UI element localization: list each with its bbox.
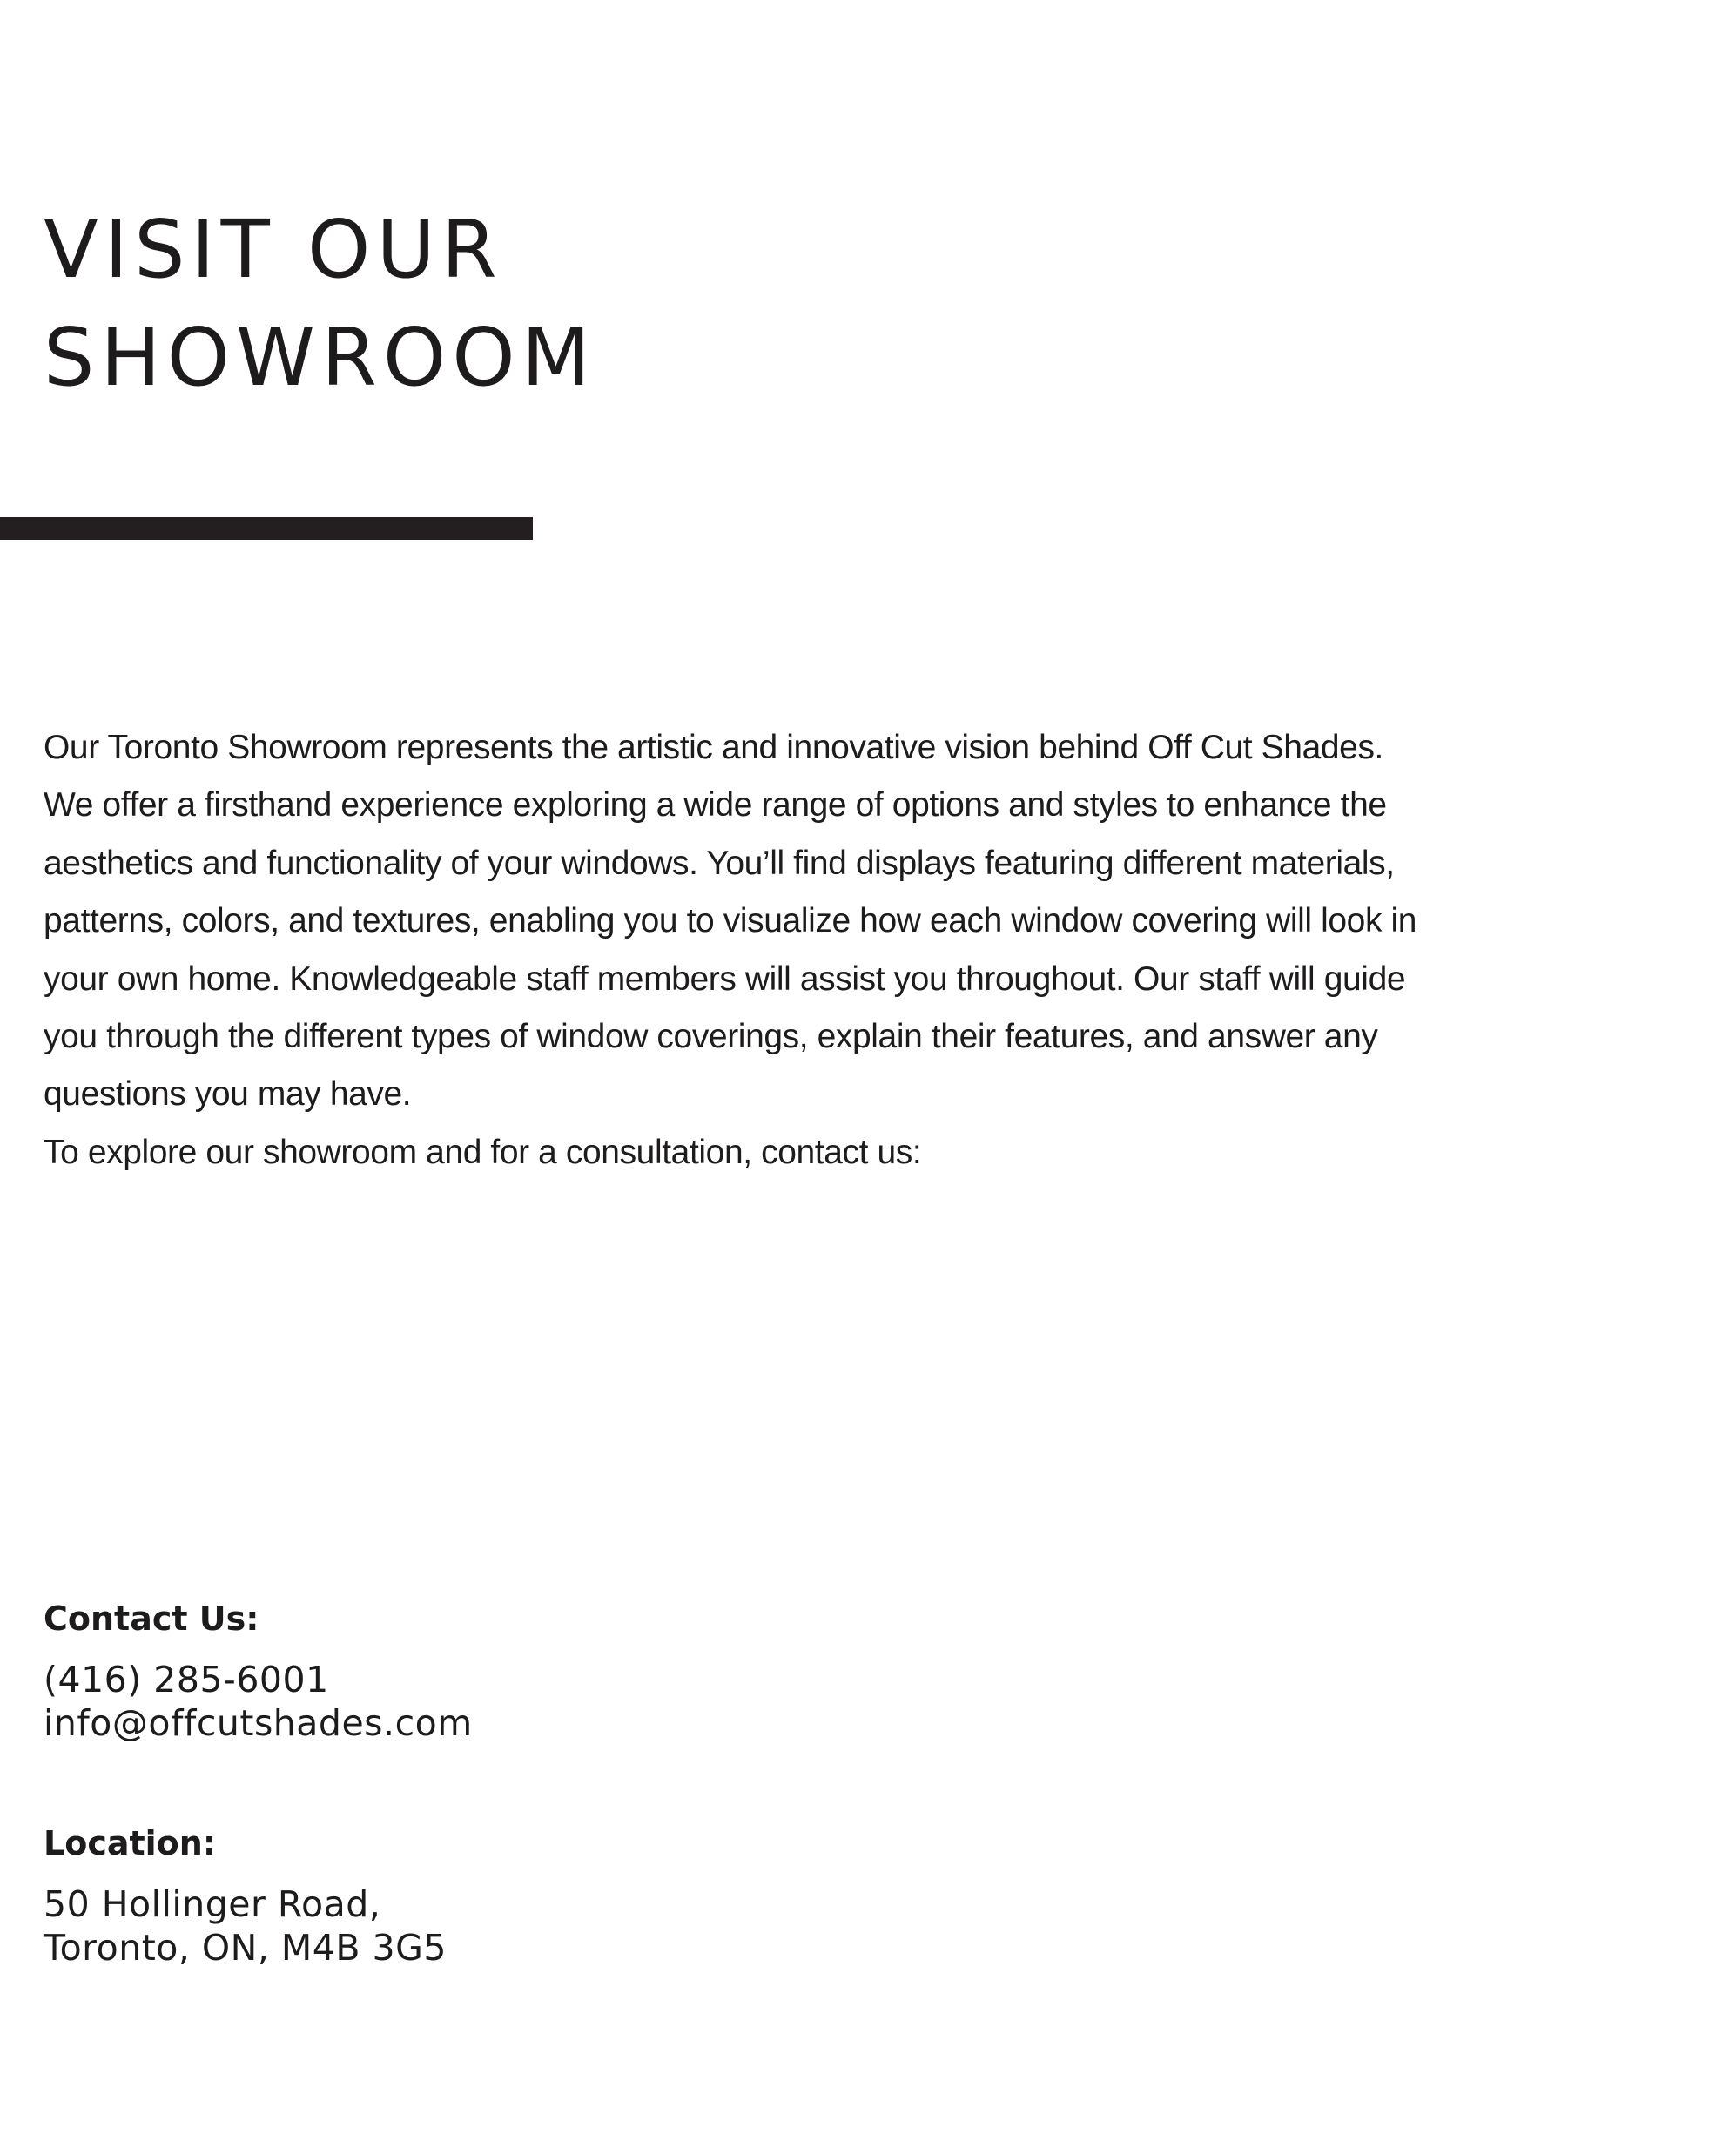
page-title-line-2: SHOWROOM <box>44 311 597 404</box>
intro-paragraph <box>44 719 1663 1182</box>
email-link[interactable]: info@offcutshades.com <box>44 1702 473 1744</box>
page-title <box>44 196 596 412</box>
contact-section <box>44 1593 473 1745</box>
address-line-2: Toronto, ON, M4B 3G5 <box>44 1927 447 1969</box>
intro-cta: To explore our showroom and for a consultation, contact us: <box>44 1133 922 1171</box>
address-line-1: 50 Hollinger Road, <box>44 1883 381 1925</box>
location-section <box>44 1818 447 1970</box>
intro-line: aesthetics and functionality of your windows. You’ll find displays featuring different materials, <box>44 844 1395 882</box>
location-label: Location: <box>44 1824 217 1862</box>
intro-line: your own home. Knowledgeable staff members will assist you throughout. Our staff will guide <box>44 960 1406 998</box>
intro-line: patterns, colors, and textures, enabling you to visualize how each window covering will look in <box>44 902 1417 940</box>
contact-details <box>44 1658 473 1745</box>
phone-link[interactable]: (416) 285-6001 <box>44 1659 329 1700</box>
intro-line: Our Toronto Showroom represents the artistic and innovative vision behind Off Cut Shades. <box>44 729 1383 766</box>
intro-line: We offer a firsthand experience exploring a wide range of options and styles to enhance the <box>44 786 1387 825</box>
title-divider <box>0 517 533 540</box>
contact-label: Contact Us: <box>44 1599 259 1638</box>
intro-line: you through the different types of window coverings, explain their features, and answer any <box>44 1018 1378 1056</box>
intro-section <box>44 719 1663 1182</box>
address <box>44 1882 447 1970</box>
intro-line: questions you may have. <box>44 1075 412 1114</box>
page-title-line-1: VISIT OUR <box>44 203 503 296</box>
